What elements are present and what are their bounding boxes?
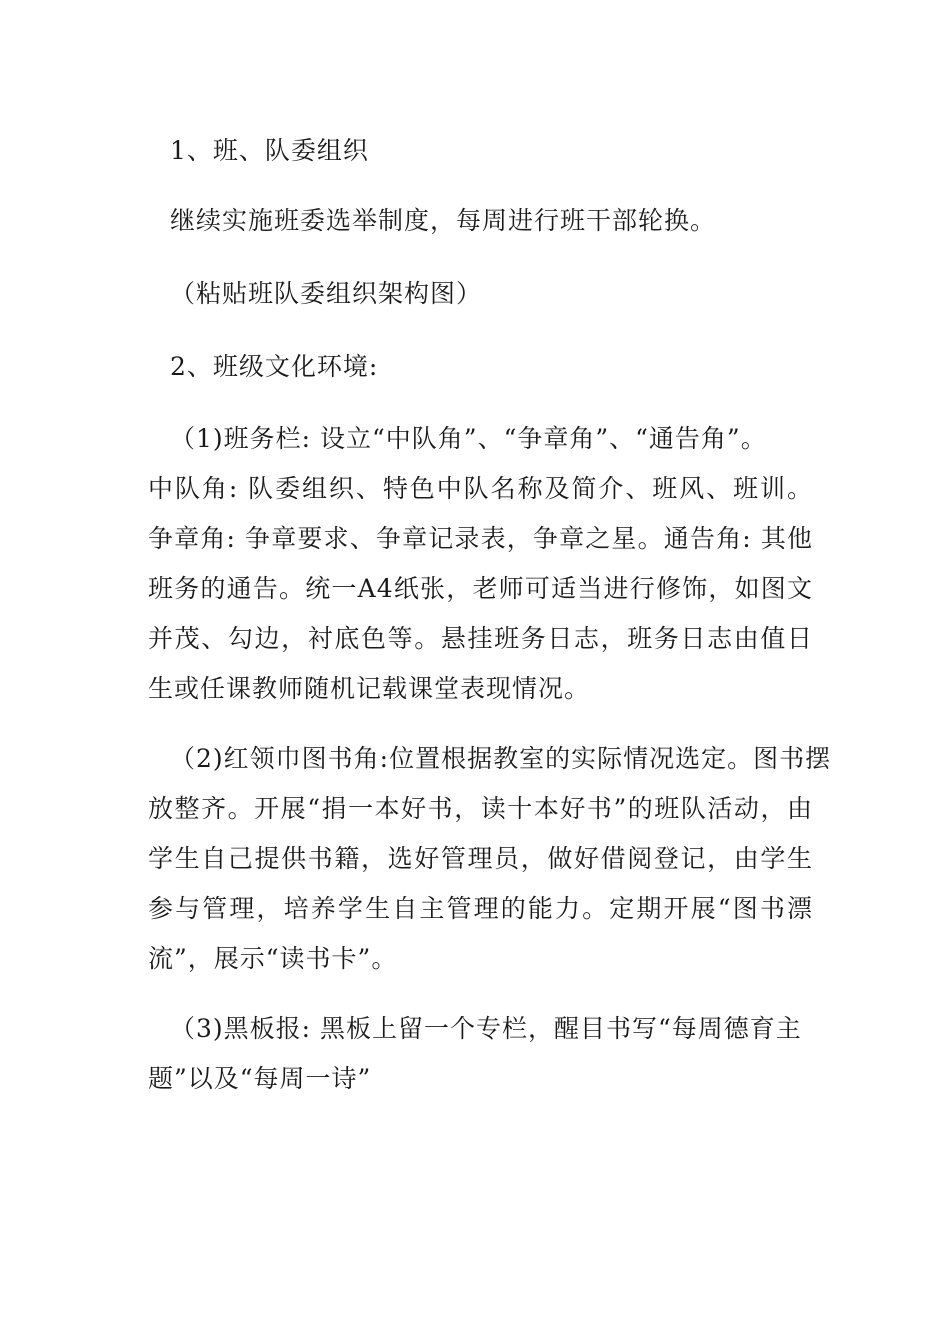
section-class-affairs-board [148,414,813,714]
section-book-corner-first-line: （2)红领巾图书角:位置根据教室的实际情况选定。图书摆 [170,744,832,773]
section-blackboard-body: 题”以及“每周一诗” [148,1064,372,1093]
placeholder-org-chart-note: （粘贴班队委组织架构图） [170,279,483,308]
section-book-corner [148,734,832,984]
heading-class-committee: 1、班、队委组织 [170,136,369,165]
section-blackboard-first-line: （3)黑板报: 黑板上留一个专栏，醒目书写“每周德育主 [170,1014,802,1043]
section-book-corner-body: 放整齐。开展“捐一本好书，读十本好书”的班队活动，由学生自己提供书籍，选好管理员，做好借阅登记，由学生参与管理，培养学生自主管理的能力。定期开展“图书漂流”，展示“读书卡”。 [148,794,813,973]
paragraph-election-system: 继续实施班委选举制度，每周进行班干部轮换。 [170,206,717,235]
section-class-affairs-board-first-line: （1)班务栏: 设立“中队角”、“争章角”、“通告角”。 [170,424,767,453]
section-class-affairs-board-body: 中队角: 队委组织、特色中队名称及简介、班风、班训。争章角: 争章要求、争章记录表，争章之星。通告角: 其他班务的通告。统一A4纸张，老师可适当进行修饰，如图文并茂、勾边，衬底色等。悬挂班务日志，班务日志由值日生或任课教师随机记载课堂表现情况。 [148,474,813,703]
section-blackboard [148,1004,813,1104]
heading-class-culture: 2、班级文化环境: [170,352,379,381]
